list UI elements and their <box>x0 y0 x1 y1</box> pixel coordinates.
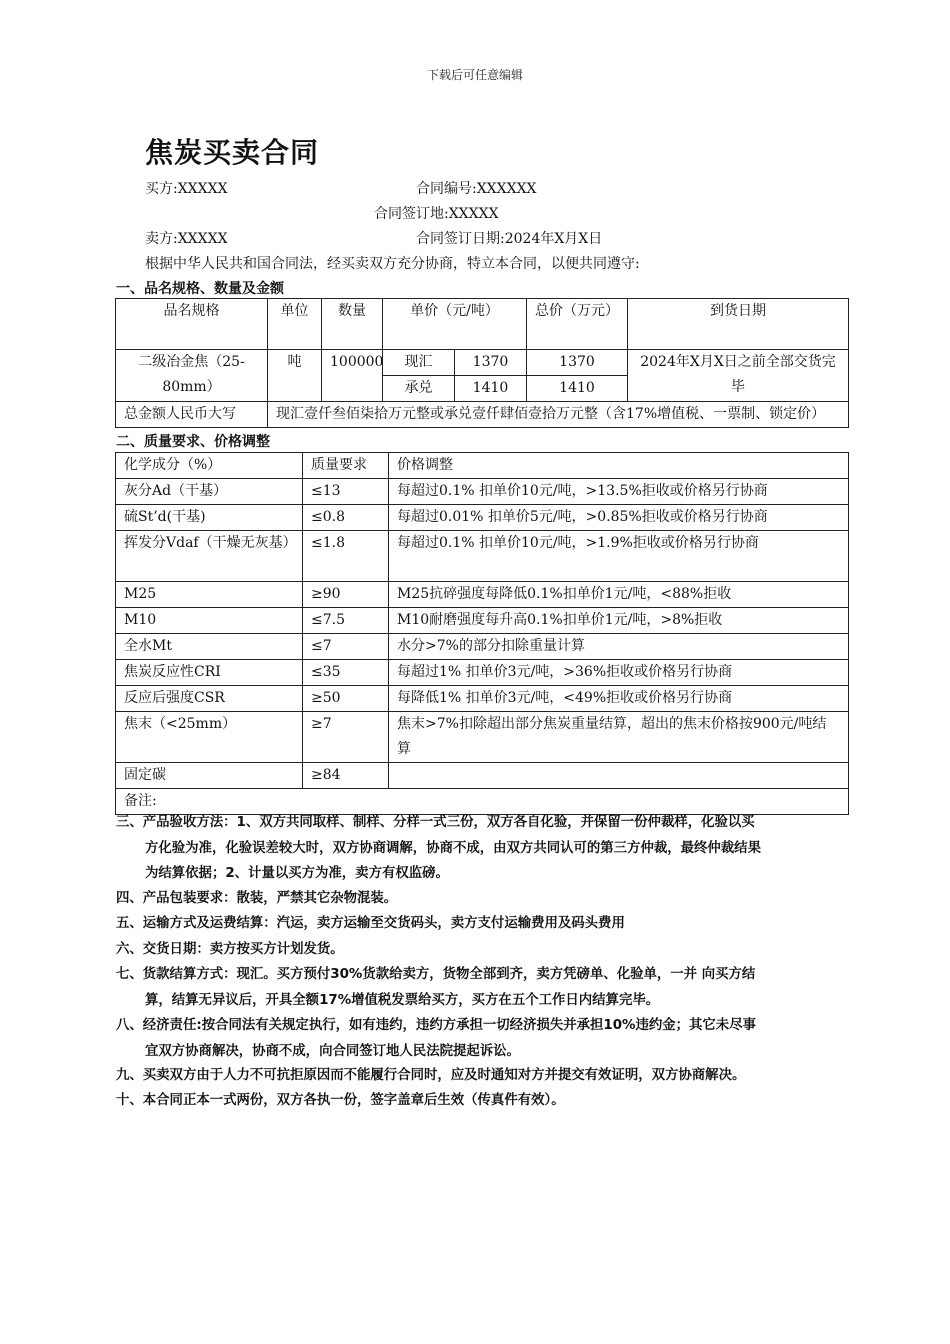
remarks: 备注: <box>116 789 849 815</box>
product-quantity: 100000 <box>322 350 383 402</box>
clause-7 <box>116 962 816 1013</box>
header-unit: 单位 <box>268 299 322 350</box>
header-component: 化学成分（%） <box>116 453 303 479</box>
clause-10: 十、本合同正本一式两份，双方各执一份，签字盖章后生效（传真件有效）。 <box>116 1093 565 1108</box>
pay-method: 现汇 <box>383 350 455 376</box>
quality-adjustment: 焦末>7%扣除超出部分焦炭重量结算，超出的焦末价格按900元/吨结算 <box>389 712 849 763</box>
clause-3 <box>116 810 816 887</box>
quality-item: 挥发分Vdaf（干燥无灰基） <box>116 531 303 582</box>
quality-item: 硫St’d(干基) <box>116 505 303 531</box>
header-requirement: 质量要求 <box>303 453 389 479</box>
clause-7-line1: 七、货款结算方式：现汇。买方预付30%货款给卖方，货物全部到齐，卖方凭磅单、化验单，一并 向买方结 <box>116 967 756 982</box>
quality-item: M10 <box>116 608 303 634</box>
delivery-date: 2024年X月X日之前全部交货完毕 <box>628 350 849 402</box>
clause-6: 六、交货日期：卖方按买方计划发货。 <box>116 942 344 957</box>
total-price: 1370 <box>527 350 628 376</box>
quality-adjustment: 每超过0.1% 扣单价10元/吨，>13.5%拒收或价格另行协商 <box>389 479 849 505</box>
total-amount-value: 现汇壹仟叁佰柒拾万元整或承兑壹仟肆佰壹拾万元整（含17%增值税、一票制、锁定价） <box>268 402 849 428</box>
product-table <box>115 298 849 428</box>
quality-requirement: ≥7 <box>303 712 389 763</box>
quality-item: 固定碳 <box>116 763 303 789</box>
clause-3-line2: 方化验为准，化验误差较大时，双方协商调解，协商不成，由双方共同认可的第三方仲裁，最终仲裁结果 <box>145 840 761 856</box>
clause-8-line1: 八、经济责任:按合同法有关规定执行，如有违约，违约方承担一切经济损失并承担10%违约金；其它未尽事 <box>116 1018 756 1033</box>
header-unit-price: 单价（元/吨） <box>383 299 527 350</box>
product-name: 二级冶金焦（25-80mm） <box>116 350 268 402</box>
quality-item: 反应后强度CSR <box>116 686 303 712</box>
total-amount-label: 总金额人民币大写 <box>116 402 268 428</box>
quality-requirement: ≥50 <box>303 686 389 712</box>
quality-adjustment: 每超过0.1% 扣单价10元/吨，>1.9%拒收或价格另行协商 <box>389 531 849 582</box>
quality-item: 灰分Ad（干基） <box>116 479 303 505</box>
quality-requirement: ≤13 <box>303 479 389 505</box>
quality-item: 焦末（<25mm） <box>116 712 303 763</box>
clause-3-line3: 为结算依据；2、计量以买方为准，卖方有权监磅。 <box>145 866 449 881</box>
header-total-price: 总价（万元） <box>527 299 628 350</box>
clause-8 <box>116 1013 816 1064</box>
unit-price: 1410 <box>455 376 527 402</box>
header-delivery: 到货日期 <box>628 299 849 350</box>
header-quantity: 数量 <box>322 299 383 350</box>
section2-title: 二、质量要求、价格调整 <box>116 434 270 450</box>
quality-requirement: ≤7.5 <box>303 608 389 634</box>
unit-price: 1370 <box>455 350 527 376</box>
quality-adjustment: 每降低1% 扣单价3元/吨，<49%拒收或价格另行协商 <box>389 686 849 712</box>
clause-9: 九、买卖双方由于人力不可抗拒原因而不能履行合同时，应及时通知对方并提交有效证明，双方协商解决。 <box>116 1068 746 1083</box>
pay-method: 承兑 <box>383 376 455 402</box>
section1-title: 一、品名规格、数量及金额 <box>116 281 284 297</box>
clause-7-line2: 算，结算无异议后，开具全额17%增值税发票给买方，买方在五个工作日内结算完毕。 <box>145 992 660 1008</box>
quality-adjustment: 每超过0.01% 扣单价5元/吨，>0.85%拒收或价格另行协商 <box>389 505 849 531</box>
total-price: 1410 <box>527 376 628 402</box>
quality-requirement: ≤0.8 <box>303 505 389 531</box>
clause-5: 五、运输方式及运费结算：汽运，卖方运输至交货码头，卖方支付运输费用及码头费用 <box>116 916 625 931</box>
quality-item: 焦炭反应性CRI <box>116 660 303 686</box>
seller: 卖方:XXXXX <box>145 231 228 247</box>
document-title: 焦炭买卖合同 <box>145 136 320 169</box>
quality-requirement: ≤7 <box>303 634 389 660</box>
quality-adjustment: 水分>7%的部分扣除重量计算 <box>389 634 849 660</box>
header-price-adjust: 价格调整 <box>389 453 849 479</box>
contract-number: 合同编号:XXXXXX <box>416 181 537 197</box>
buyer: 买方:XXXXX <box>145 181 228 197</box>
header-note: 下载后可任意编辑 <box>426 68 523 82</box>
quality-adjustment: 每超过1% 扣单价3元/吨，>36%拒收或价格另行协商 <box>389 660 849 686</box>
quality-adjustment: M10耐磨强度每升高0.1%扣单价1元/吨，>8%拒收 <box>389 608 849 634</box>
clause-3-line1: 三、产品验收方法：1、双方共同取样、制样、分样一式三份，双方各自化验，并保留一份仲裁样，化验以买 <box>116 815 755 830</box>
quality-requirement: ≥84 <box>303 763 389 789</box>
quality-table <box>115 452 849 815</box>
quality-adjustment: M25抗碎强度每降低0.1%扣单价1元/吨，<88%拒收 <box>389 582 849 608</box>
quality-requirement: ≤35 <box>303 660 389 686</box>
clause-4: 四、产品包装要求：散装，严禁其它杂物混装。 <box>116 891 398 906</box>
quality-adjustment <box>389 763 849 789</box>
intro-text: 根据中华人民共和国合同法，经买卖双方充分协商，特立本合同，以便共同遵守: <box>145 256 640 272</box>
sign-date: 合同签订日期:2024年X月X日 <box>416 231 603 247</box>
quality-requirement: ≥90 <box>303 582 389 608</box>
product-unit: 吨 <box>268 350 322 402</box>
quality-requirement: ≤1.8 <box>303 531 389 582</box>
quality-item: 全水Mt <box>116 634 303 660</box>
quality-item: M25 <box>116 582 303 608</box>
clause-8-line2: 宜双方协商解决，协商不成，向合同签订地人民法院提起诉讼。 <box>145 1043 520 1059</box>
sign-place: 合同签订地:XXXXX <box>374 206 499 222</box>
header-product: 品名规格 <box>116 299 268 350</box>
